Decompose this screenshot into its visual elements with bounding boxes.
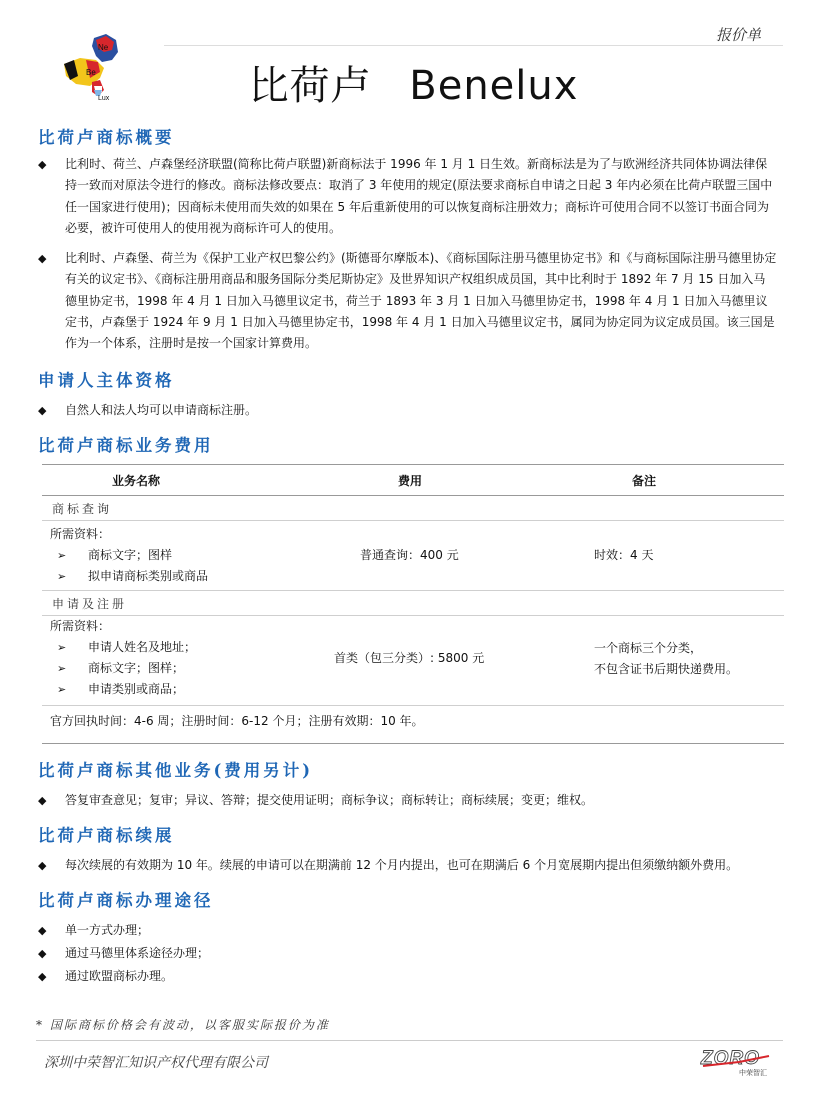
logo-label-be: Be bbox=[86, 68, 96, 77]
channels-bullet-1: ◆ 单一方式办理； bbox=[38, 920, 777, 941]
section-heading-fees: 比荷卢商标业务费用 bbox=[38, 436, 214, 455]
table-rule bbox=[42, 520, 784, 521]
registration-remark: 一个商标三个分类， 不包含证书后期快递费用。 bbox=[594, 641, 739, 676]
document-type-label: 报价单 bbox=[715, 26, 761, 44]
zoro-sub-label: 中荣智汇 bbox=[739, 1069, 767, 1077]
black-diamond-icon: ◆ bbox=[38, 924, 47, 937]
list-item: ➢ 商标文字；图样 bbox=[50, 545, 208, 566]
black-diamond-icon: ◆ bbox=[38, 158, 47, 171]
header-divider bbox=[164, 45, 783, 46]
page-title-cn: 比荷卢 bbox=[248, 63, 372, 109]
section-heading-overview: 比荷卢商标概要 bbox=[38, 128, 175, 147]
overview-bullet-2: ◆ 比利时、卢森堡、荷兰为《保护工业产权巴黎公约》(斯德哥尔摩版本)、《商标国际注册马德里协定书》和《与商标国际注册马德里协定有关的议定书》、《商标注册用商品和服务国际分类尼斯协定》及世界知识产权组织成员国，其中比利时于 1892 年 7 月 15 日加入马德里协定书，1998 年 4 月 1 日加入马德里议定书，荷兰于 1893 年 3 月 1 日加入马德里协定书，1998 年 4 月 1 日加入马德里议定书，卢森堡于 1924 年 9 月 1 日加入马德里协定书，1998 年 4 月 1 日加入马德里议定书，属同为协定同为议定成员国。该三国是作为一个体系，注册时是按一个国家计算费用。 bbox=[38, 248, 777, 354]
column-header-service: 业务名称 bbox=[112, 474, 161, 488]
eligibility-bullet-1: ◆ 自然人和法人均可以申请商标注册。 bbox=[38, 400, 777, 421]
black-diamond-icon: ◆ bbox=[38, 947, 47, 960]
section-heading-other-services: 比荷卢商标其他业务(费用另计) bbox=[38, 761, 314, 780]
black-diamond-icon: ◆ bbox=[38, 404, 47, 417]
other-bullet-1: ◆ 答复审查意见；复审；异议、答辩；提交使用证明；商标争议；商标转让；商标续展；变更；维权。 bbox=[38, 790, 777, 811]
table-rule bbox=[42, 590, 784, 591]
logo-label-lux: Lux bbox=[98, 95, 110, 100]
page-title-en: Benelux bbox=[409, 63, 579, 109]
table-rule-bottom bbox=[42, 743, 784, 744]
subheading-registration: 申请及注册 bbox=[52, 597, 128, 611]
channels-bullet-3: ◆ 通过欧盟商标办理。 bbox=[38, 966, 777, 987]
table-rule-header bbox=[42, 495, 784, 496]
zoro-wordmark: ZORO bbox=[701, 1048, 760, 1069]
arrowhead-icon: ➢ bbox=[57, 549, 67, 562]
black-diamond-icon: ◆ bbox=[38, 970, 47, 983]
arrowhead-icon: ➢ bbox=[57, 570, 67, 583]
search-remark: 时效：4 天 bbox=[594, 548, 654, 562]
arrowhead-icon: ➢ bbox=[57, 641, 67, 654]
zoro-brand-logo bbox=[699, 1046, 779, 1078]
list-item: ➢ 申请类别或商品； bbox=[50, 679, 196, 700]
official-timeline-note: 官方回执时间：4-6 周；注册时间：6-12 个月；注册有效期：10 年。 bbox=[50, 714, 424, 728]
black-diamond-icon: ◆ bbox=[38, 859, 47, 872]
fee-table bbox=[42, 464, 784, 746]
table-rule bbox=[42, 705, 784, 706]
logo-label-ne: Ne bbox=[98, 43, 109, 52]
list-item: ➢ 申请人姓名及地址； bbox=[50, 637, 196, 658]
renewal-bullet-1: ◆ 每次续展的有效期为 10 年。续展的申请可以在期满前 12 个月内提出，也可在期满后 6 个月宽展期内提出但须缴纳额外费用。 bbox=[38, 855, 777, 876]
list-item: ➢ 商标文字；图样； bbox=[50, 658, 196, 679]
channels-bullet-2: ◆ 通过马德里体系途径办理； bbox=[38, 943, 777, 964]
overview-bullet-1: ◆ 比利时、荷兰、卢森堡经济联盟(简称比荷卢联盟)新商标法于 1996 年 1 月 1 日生效。新商标法是为了与欧洲经济共同体协调法律保持一致而对原法令进行的修改。商标法修改要点：取消了 3 年使用的规定(原法要求商标自申请之日起 3 年内必须在比荷卢联盟三国中任一国家进行使用)；因商标未使用而失效的如果在 5 年后重新使用的可以恢复商标注册效力；商标许可使用合同不以签订书面合同为必要，被许可使用人的使用视为商标许可人的使用。 bbox=[38, 154, 777, 239]
page-title bbox=[0, 54, 827, 111]
subheading-search: 商标查询 bbox=[52, 502, 113, 516]
price-disclaimer: * 国际商标价格会有波动，以客服实际报价为准 bbox=[36, 1018, 330, 1032]
column-header-remark: 备注 bbox=[632, 474, 657, 488]
materials-label: 所需资料： bbox=[50, 619, 111, 633]
section-heading-channels: 比荷卢商标办理途径 bbox=[38, 891, 214, 910]
black-diamond-icon: ◆ bbox=[38, 794, 47, 807]
materials-label: 所需资料： bbox=[50, 527, 111, 541]
section-heading-renewal: 比荷卢商标续展 bbox=[38, 826, 175, 845]
search-materials bbox=[50, 524, 208, 587]
arrowhead-icon: ➢ bbox=[57, 662, 67, 675]
arrowhead-icon: ➢ bbox=[57, 683, 67, 696]
section-heading-eligibility: 申请人主体资格 bbox=[38, 371, 175, 390]
table-rule-top bbox=[42, 464, 784, 465]
registration-materials bbox=[50, 616, 196, 700]
registration-fee: 首类（包三分类）: 5800 元 bbox=[334, 651, 485, 665]
column-header-fee: 费用 bbox=[398, 474, 423, 488]
search-fee: 普通查询：400 元 bbox=[360, 548, 459, 562]
company-name: 深圳中荣智汇知识产权代理有限公司 bbox=[44, 1055, 268, 1071]
list-item: ➢ 拟申请商标类别或商品 bbox=[50, 566, 208, 587]
footer-divider bbox=[36, 1040, 783, 1041]
black-diamond-icon: ◆ bbox=[38, 252, 47, 265]
